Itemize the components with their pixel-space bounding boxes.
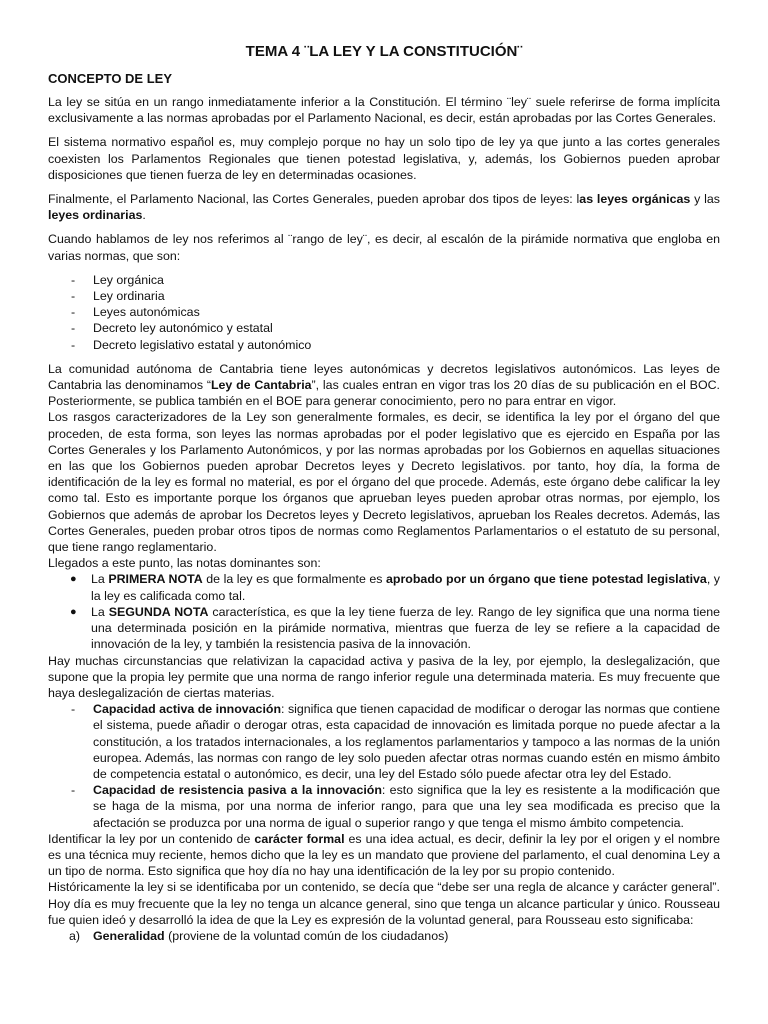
bold-run: as leyes orgánicas xyxy=(579,192,691,207)
dash-bullet: - xyxy=(71,305,76,320)
list-item-text: Leyes autonómicas xyxy=(93,305,200,320)
rousseau-list xyxy=(48,928,720,944)
text-run: es una idea actual, es decir, definir la ley por el origen y el nombre es una técnica muy reciente, hemos dicho que la ley es un mandato que proviene del parlamento, el cual denomina Ley a un tipo de norma. Esto significa que hoy día no hay una identificación de la ley por su propio contenido. xyxy=(48,831,720,879)
list-item xyxy=(48,288,720,304)
paragraph-3 xyxy=(48,191,720,223)
bold-run: PRIMERA NOTA xyxy=(108,572,203,587)
paragraph-5 xyxy=(48,361,720,410)
bold-run: Generalidad xyxy=(93,928,165,943)
text-run: Identificar la ley por un contenido de xyxy=(48,831,255,846)
text-run: y las xyxy=(690,192,720,207)
list-item xyxy=(48,782,720,831)
law-types-list xyxy=(48,272,720,353)
text-run: : significa que tienen capacidad de modificar o derogar las normas que contiene el sistema, puede añadir o derogar otras, esta capacidad de innovación es limitada porque no puede afectar a la constitución, a los tratados internacionales, a los reglamentos parlamentarios y tampoco a las normas de la unión europea. Además, las normas con rango de ley solo pueden afectar otras normas cuando estén en mismo ámbito de competencia estatal o autonómico, es decir, una ley del Estado sólo puede afectar otra ley del Estado. xyxy=(93,702,721,781)
list-item-text: Ley orgánica xyxy=(93,272,164,287)
text-run: La xyxy=(91,572,109,587)
dominant-notes-list xyxy=(48,571,720,652)
alpha-marker: a) xyxy=(69,928,81,943)
text-run: Finalmente, el Parlamento Nacional, las Cortes Generales, pueden aprobar dos tipos de leyes: l xyxy=(48,192,580,207)
text-run: característica, es que la ley tiene fuerza de ley. Rango de ley significa que una norma tiene una determinada posición en la pirámide normativa, mientras que fuerza de ley se refiere a la capacidad de innovación de la ley, y también la resistencia pasiva de la innovación. xyxy=(91,604,720,652)
list-item xyxy=(48,928,720,944)
text-run: , y la ley es calificada como tal. xyxy=(91,572,720,603)
document-title: TEMA 4 ¨LA LEY Y LA CONSTITUCIÓN¨ xyxy=(245,43,523,60)
list-item xyxy=(48,701,720,782)
dash-bullet: - xyxy=(71,783,76,798)
text-run: (proviene de la voluntad común de los ciudadanos) xyxy=(164,928,449,943)
paragraph-8: Hay muchas circunstancias que relativizan la capacidad activa y pasiva de la ley, por ejemplo, la deslegalización, que supone que la propia ley permite que una norma de rango inferior regule una determinada materia. Es muy frecuente que haya deslegalización de ciertas materias. xyxy=(48,653,720,700)
list-item xyxy=(48,604,720,653)
list-item xyxy=(48,272,720,288)
paragraph-4: Cuando hablamos de ley nos referimos al ¨rango de ley¨, es decir, al escalón de la pirámide normativa que engloba en varias normas, que son: xyxy=(48,232,720,263)
paragraph-10: Históricamente la ley si se identificaba por un contenido, se decía que “debe ser una regla de alcance y carácter general”. Hoy día es muy frecuente que la ley no tenga un alcance general, sino que tenga un alcance particular y único. Rousseau fue quien ideó y desarrolló la idea de que la Ley es expresión de la voluntad general, para Rousseau esto significaba: xyxy=(48,880,720,927)
bold-run: Ley de Cantabria xyxy=(210,378,312,393)
bold-run: Capacidad de resistencia pasiva a la innovación xyxy=(93,783,382,798)
list-item xyxy=(48,320,720,336)
paragraph-6: Los rasgos caracterizadores de la Ley son generalmente formales, es decir, se identifica la ley por el órgano del que proceden, de esta forma, son leyes las normas aprobadas por el poder legislativo que es ejercido en España por las Cortes Generales y los Parlamento Autonómicos, y por las normas aprobadas por los Gobiernos en aquellas situaciones en las que los Gobiernos pueden aprobar Decretos leyes y Decreto legislativos. por tanto, hoy día, la forma de identificación de la ley es formal no material, es por el órgano del que procede. Además, este órgano debe calificar la ley como tal. Esto es importante porque los órganos que aprueban leyes pueden aprobar otras normas, por ejemplo, los Gobiernos que además de aprobar los Decretos leyes y Decreto legislativos, aprueban los Reales decretos. Además, las Cortes Generales, pueden probar otros tipos de normas como Reglamentos Parlamentarios o el estatuto de su personal, que tiene rango reglamentario. xyxy=(48,410,720,555)
list-item xyxy=(48,571,720,603)
text-run: La xyxy=(91,604,109,619)
dash-bullet: - xyxy=(71,337,76,352)
dash-bullet: - xyxy=(71,702,76,717)
list-item-text: Decreto legislativo estatal y autonómico xyxy=(93,337,312,352)
list-item-text: Ley ordinaria xyxy=(93,289,165,304)
bold-run: Capacidad activa de innovación xyxy=(93,702,282,717)
dash-bullet: - xyxy=(71,321,76,336)
section-heading: CONCEPTO DE LEY xyxy=(48,71,173,86)
list-item xyxy=(48,304,720,320)
text-run: La comunidad autónoma de Cantabria tiene leyes autonómicas y decretos legislativos autonómicos. Las leyes de Cantabria las denominamos “ xyxy=(48,361,720,393)
bold-run: aprobado por un órgano que tiene potestad legislativa xyxy=(386,572,707,587)
paragraph-2: El sistema normativo español es, muy complejo porque no hay un solo tipo de ley ya que junto a las cortes generales coexisten los Parlamentos Regionales que tienen potestad legislativa, y, además, los Gobiernos pueden aprobar disposiciones que tienen fuerza de ley en determinadas ocasiones. xyxy=(48,135,720,182)
dash-bullet: - xyxy=(71,272,76,287)
bold-run: leyes ordinarias xyxy=(48,208,143,223)
text-run: ”, las cuales entran en vigor tras los 20 días de su publicación en el BOC. Posteriormente, se publica también en el BOE para generar conocimiento, pero no para entrar en vigor. xyxy=(48,378,720,409)
text-run: : esto significa que la ley es resistente a la modificación que se haga de la misma, por una norma de inferior rango, para que una ley sea modificada es preciso que la afectación se produzca por una norma de igual o superior rango y que tenga el mismo ámbito competencia. xyxy=(93,783,720,830)
dot-bullet: ● xyxy=(70,605,77,618)
capacity-list xyxy=(48,701,720,831)
list-item-text: Decreto ley autonómico y estatal xyxy=(93,321,273,336)
paragraph-7: Llegados a este punto, las notas dominantes son: xyxy=(48,556,321,571)
bold-run: carácter formal xyxy=(254,831,345,846)
text-run: . xyxy=(142,208,146,223)
dot-bullet: ● xyxy=(70,573,77,586)
bold-run: SEGUNDA NOTA xyxy=(108,604,209,619)
paragraph-9 xyxy=(48,831,720,880)
list-item xyxy=(48,337,720,353)
dash-bullet: - xyxy=(71,289,76,304)
text-run: de la ley es que formalmente es xyxy=(202,572,387,587)
paragraph-1: La ley se sitúa en un rango inmediatamente inferior a la Constitución. El término ¨ley¨ suele referirse de forma implícita exclusivamente a las normas aprobadas por el Parlamento Nacional, es decir, están aprobadas por las Cortes Generales. xyxy=(48,95,720,126)
